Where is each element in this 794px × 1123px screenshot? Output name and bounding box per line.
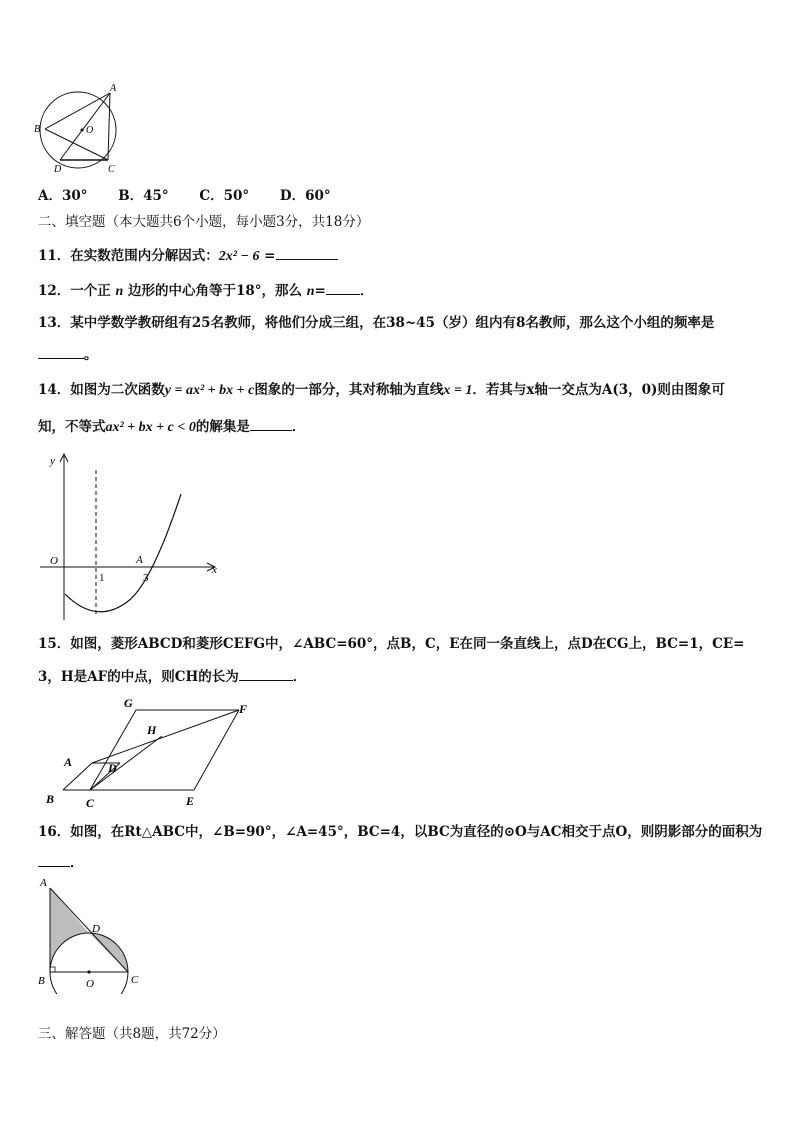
q14-label-a: A [136,554,143,566]
q14-text-b: 图象的一部分，其对称轴为直线 [254,382,444,398]
q13-line2 [38,344,98,365]
q10-option-a: A．30° [38,188,88,204]
q14-answer-blank [250,416,292,431]
section2-heading: 二、填空题（本大题共6个小题，每小题3分，共18分） [38,214,370,230]
section3-heading: 三、解答题（共8题，共72分） [38,1026,226,1042]
q16-label-c: C [131,974,139,986]
q15-rhombus-figure [44,696,264,811]
q15-line1: 15．如图，菱形ABCD和菱形CEFG中，∠ABC=60°，点B，C，E在同一条直线上，点D在CG上，BC=1，CE= [38,636,745,652]
q15-label-g: G [124,696,133,710]
q14-text-c: ．若其与x轴一交点为A(3，0)则由图象可 [472,382,725,398]
q15-label-h: H [147,723,157,737]
q16-line1: 16．如图，在Rt△ABC中，∠B=90°，∠A=45°，BC=4，以BC为直径的⊙O与AC相交于点O，则阴影部分的面积为 [38,824,763,840]
q12-var: n [115,284,124,299]
q12-var2: n [306,284,315,299]
q14-text-d: 知，不等式 [38,419,106,435]
q16-label-a: A [40,877,47,889]
q12-prefix: 12．一个正 [38,283,116,299]
q16-answer-blank [38,852,70,867]
q12-suffix: = [314,283,326,299]
q16-line2 [38,852,84,873]
q15-text: 3，H是AF的中点，则CH的长为 [38,669,239,685]
q16-end: ． [70,855,84,871]
q14-text-e: 的解集是 [195,419,250,435]
q14-expr-inequality: ax² + bx + c < 0 [105,420,196,435]
q10-option-b: B．45° [118,188,169,204]
q10-label-c: C [108,164,115,175]
q15-label-b: B [46,792,55,806]
q14-line1 [38,380,725,401]
q14-label-x: x [212,564,217,576]
q10-label-o: O [86,125,94,136]
q16-label-o: O [86,978,94,990]
q11-prefix: 11．在实数范围内分解因式： [38,248,219,264]
q14-label-three: 3 [143,572,149,584]
q10-label-b: B [34,124,41,135]
q14-label-o: O [50,555,58,567]
q14-label-one: 1 [99,572,105,584]
q15-end: ． [292,669,307,685]
q13-end: 。 [84,347,98,363]
q15-label-e: E [186,794,195,808]
q14-expr-function: y = ax² + bx + c [164,383,255,398]
q12-text [38,280,373,302]
q15-answer-blank [239,666,293,681]
q15-label-f: F [239,702,248,716]
q14-line2 [38,416,305,438]
q12-end: ． [359,283,374,299]
q14-label-y: y [50,455,55,467]
q13-answer-blank [38,344,84,359]
q10-label-a: A [110,83,117,94]
q10-circle-figure [30,80,130,175]
q15-label-a: A [64,755,73,769]
q10-option-d: D．60° [279,188,331,204]
q12-answer-blank [326,280,360,295]
q11-answer-blank [276,245,338,260]
q14-parabola-figure [36,450,226,625]
q15-line2 [38,666,306,687]
q14-end: ． [291,419,306,435]
q16-triangle-circle-figure [34,874,146,994]
q10-options [38,186,331,206]
q15-label-d: D [108,761,117,775]
q12-middle: 边形的中心角等于18°，那么 [123,283,307,299]
q15-label-c: C [86,796,95,810]
q11-expression: 2x² − 6 [218,249,260,264]
q13-text: 13．某中学数学教研组有25名教师，将他们分成三组，在38~45（岁）组内有8名教师，那么这个小组的频率是 [38,315,715,331]
q11-text [38,245,338,267]
q16-label-d: D [92,923,100,935]
q10-label-d: D [54,164,62,175]
q14-expr-axis: x = 1 [443,383,473,398]
q11-suffix: = [259,248,276,264]
q10-option-c: C．50° [199,188,250,204]
q16-label-b: B [38,975,45,987]
q14-text-a: 14．如图为二次函数 [38,382,165,398]
